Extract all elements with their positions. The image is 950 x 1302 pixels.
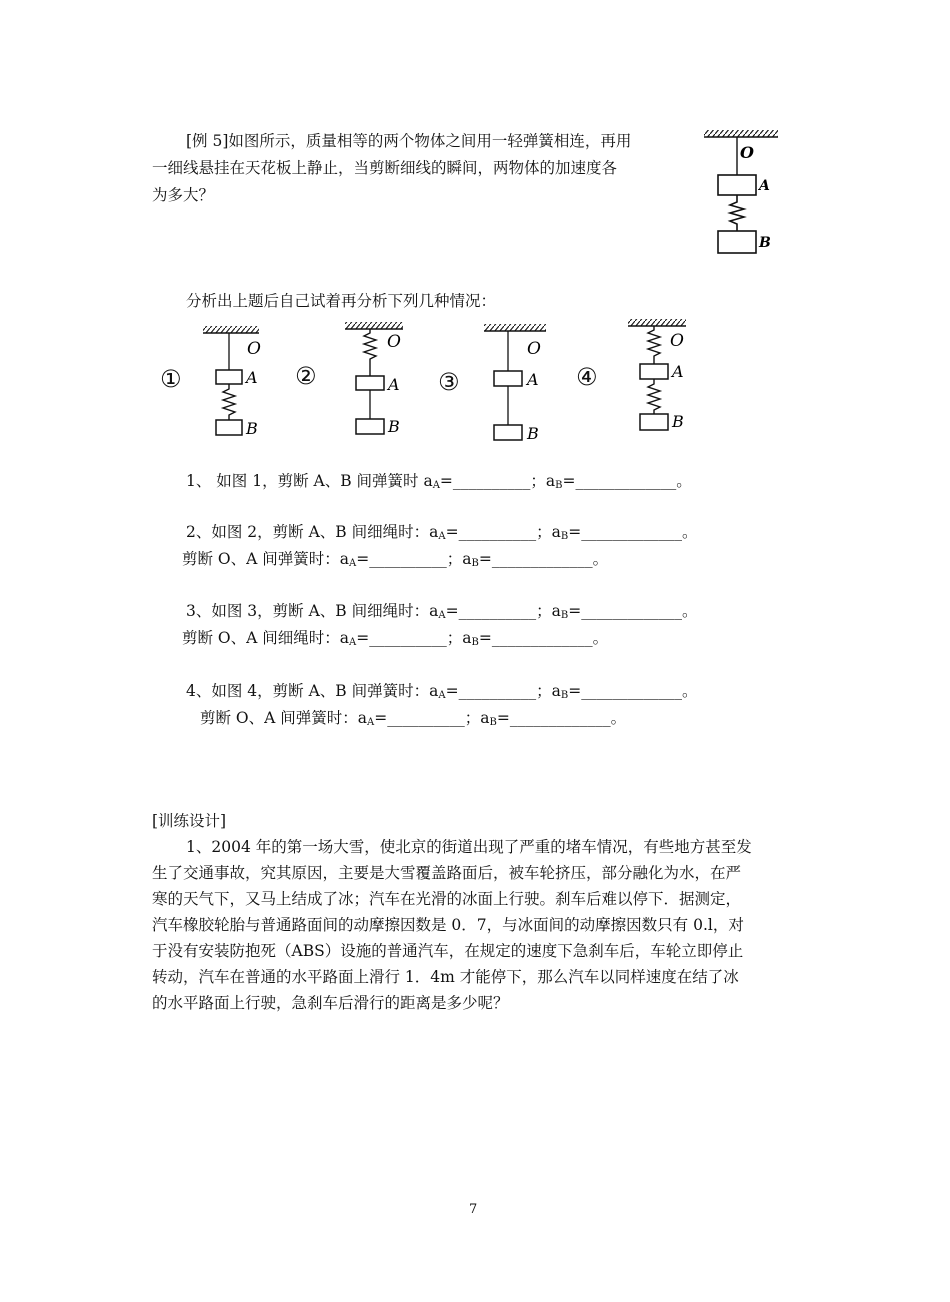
example5-figure — [700, 128, 790, 263]
svg-text:B: B — [388, 417, 400, 436]
svg-text:O: O — [387, 332, 401, 352]
answer-blank-b[interactable]: _____________ — [581, 682, 682, 700]
block-a — [494, 371, 522, 386]
example5-line-1: [例 5]如图所示，质量相等的两个物体之间用一轻弹簧相连，再用 — [186, 132, 632, 150]
svg-text:A: A — [246, 368, 258, 387]
answer-blank-b[interactable]: _____________ — [575, 472, 677, 490]
spring-ab — [223, 384, 235, 420]
block-a — [718, 175, 756, 195]
answer-blank-a[interactable]: __________ — [458, 602, 537, 620]
svg-text:A: A — [388, 375, 400, 394]
block-b — [216, 420, 242, 435]
svg-text:A: A — [527, 370, 539, 389]
svg-text:B: B — [527, 424, 539, 443]
training-line-2: 生了交通事故，究其原因，主要是大雪覆盖路面后，被车轮挤压，部分融化为水，在严 — [152, 864, 742, 882]
answer-blank-a[interactable]: __________ — [369, 550, 447, 568]
block-b — [356, 419, 384, 434]
training-line-6: 转动，汽车在普通的水平路面上滑行 1．4m 才能停下，那么汽车以同样速度在结了冰 — [152, 968, 739, 986]
block-a — [356, 376, 384, 390]
figure-3-number: ③ — [438, 368, 460, 396]
svg-text:O: O — [527, 339, 541, 359]
label-b: B — [759, 235, 771, 251]
answer-blank-a[interactable]: __________ — [458, 523, 537, 541]
answer-blank-b[interactable]: _____________ — [581, 523, 682, 541]
page-number: 7 — [469, 1202, 478, 1217]
question-2a: 2、如图 2，剪断 A、B 间细绳时：$a_A=\_\_\_\_\_\_\_\_\_\_$；$a_B=\_\_\_\_\_\_\_\_\_\_\_\_\_$。 — [186, 523, 698, 542]
question-4a: 4、如图 4，剪断 A、B 间弹簧时：$a_A=\_\_\_\_\_\_\_\_\_\_$；$a_B=\_\_\_\_\_\_\_\_\_\_\_\_\_$。 — [186, 682, 698, 701]
training-line-5: 于没有安装防抱死（ABS）设施的普通汽车，在规定的速度下急刹车后，车轮立即停止 — [152, 942, 744, 960]
answer-blank-b[interactable]: _____________ — [509, 709, 611, 727]
svg-text:O: O — [670, 331, 684, 351]
figure-2-number: ② — [295, 362, 317, 390]
answer-blank-b[interactable]: _____________ — [491, 629, 593, 647]
answer-blank-a[interactable]: __________ — [452, 472, 531, 490]
block-b — [640, 414, 668, 430]
question-4b: 剪断 O、A 间弹簧时：$a_A=\_\_\_\_\_\_\_\_\_\_$；$a_B=\_\_\_\_\_\_\_\_\_\_\_\_\_$。 — [200, 709, 627, 728]
figure-4 — [620, 315, 705, 440]
spring-oa — [648, 326, 660, 364]
training-heading: [训练设计] — [152, 812, 227, 830]
ceiling-hatch — [704, 130, 778, 137]
svg-text:B: B — [672, 412, 684, 431]
question-1: 1、 如图 1，剪断 A、B 间弹簧时 $a_A=\_\_\_\_\_\_\_\_\_\_$；$a_B=\_\_\_\_\_\_\_\_\_\_\_\_\_$。 — [186, 472, 692, 491]
analysis-intro: 分析出上题后自己试着再分析下列几种情况： — [186, 292, 497, 310]
figure-4-number: ④ — [576, 363, 598, 391]
label-o: O — [740, 143, 754, 162]
example5-line-2: 一细线悬挂在天花板上静止，当剪断细线的瞬间，两物体的加速度各 — [152, 159, 618, 177]
question-2b: 剪断 O、A 间弹簧时：$a_A=\_\_\_\_\_\_\_\_\_\_$；$a_B=\_\_\_\_\_\_\_\_\_\_\_\_\_$。 — [182, 550, 609, 569]
question-3b: 剪断 O、A 间细绳时：$a_A=\_\_\_\_\_\_\_\_\_\_$；$a_B=\_\_\_\_\_\_\_\_\_\_\_\_\_$。 — [182, 629, 609, 648]
example5-line-3: 为多大？ — [152, 186, 215, 204]
training-line-4: 汽车橡胶轮胎与普通路面间的动摩擦因数是 0．7，与冰面间的动摩擦因数只有 0.l，对 — [152, 916, 744, 934]
training-line-1: 1、2004 年的第一场大雪，使北京的街道出现了严重的堵车情况，有些地方甚至发 — [186, 838, 752, 856]
block-a — [216, 370, 242, 384]
figure-1-number: ① — [160, 365, 182, 393]
block-b — [718, 231, 756, 253]
answer-blank-a[interactable]: __________ — [387, 709, 465, 727]
figure-1 — [195, 322, 280, 442]
answer-blank-b[interactable]: _____________ — [491, 550, 593, 568]
spring-oa — [364, 329, 376, 376]
block-a — [640, 364, 668, 379]
figure-2 — [335, 318, 420, 438]
svg-text:B: B — [246, 419, 258, 438]
svg-text:A: A — [672, 362, 684, 381]
answer-blank-b[interactable]: _____________ — [581, 602, 682, 620]
block-b — [494, 425, 522, 440]
question-3a: 3、如图 3，剪断 A、B 间细绳时：$a_A=\_\_\_\_\_\_\_\_\_\_$；$a_B=\_\_\_\_\_\_\_\_\_\_\_\_\_$。 — [186, 602, 698, 621]
answer-blank-a[interactable]: __________ — [369, 629, 447, 647]
label-a: A — [759, 178, 770, 194]
training-line-7: 的水平路面上行驶，急刹车后滑行的距离是多少呢？ — [152, 994, 509, 1012]
spring-ab — [648, 379, 660, 414]
training-line-3: 寒的天气下，又马上结成了冰；汽车在光滑的冰面上行驶。刹车后难以停下．据测定， — [152, 890, 742, 908]
svg-text:O: O — [247, 339, 261, 359]
figure-3 — [474, 320, 559, 445]
spring — [730, 195, 744, 231]
answer-blank-a[interactable]: __________ — [458, 682, 537, 700]
